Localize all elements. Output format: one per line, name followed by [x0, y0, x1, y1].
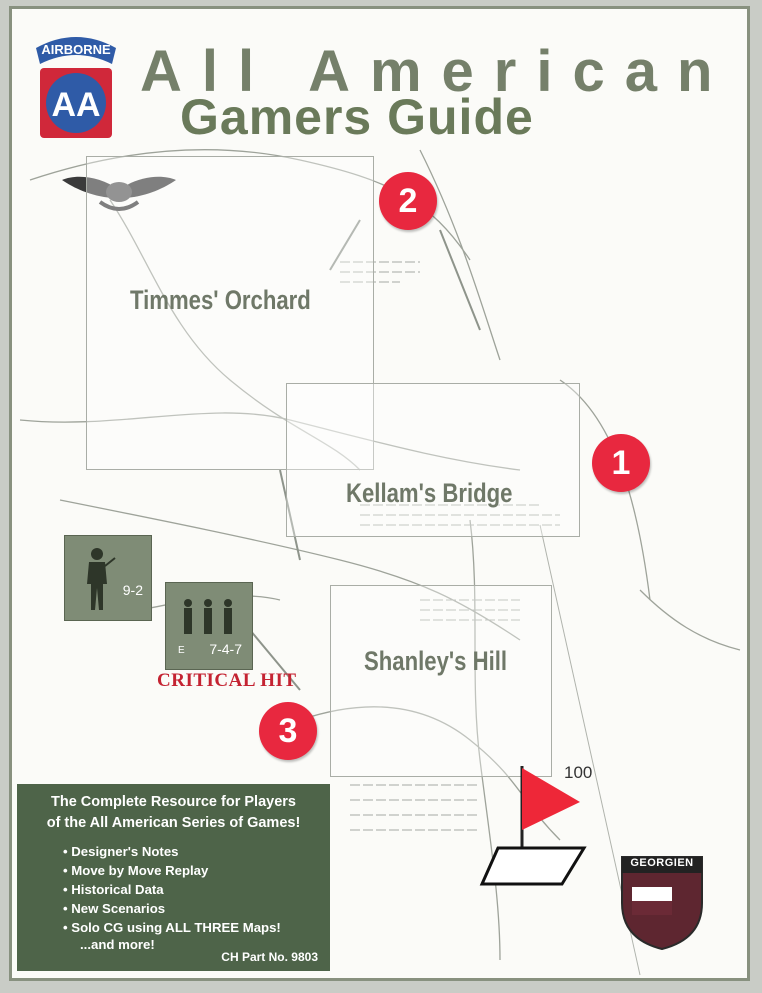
map-box-kellam	[286, 383, 580, 537]
map-label-timmes: Timmes' Orchard	[130, 285, 311, 315]
feature-item: • New Scenarios	[63, 901, 166, 916]
aa-monogram: AA	[51, 86, 101, 124]
counter-value: 9-2	[122, 582, 143, 598]
promo-box	[17, 784, 330, 971]
airborne-tab-text: AIRBORNE	[41, 42, 111, 57]
counter-value: 7-4-7	[209, 641, 242, 657]
cover-title-line1: All American	[140, 39, 733, 104]
airborne-82nd-patch-icon	[34, 30, 118, 140]
map-number-badge: 3	[259, 702, 317, 760]
promo-headline	[17, 792, 330, 834]
feature-item: • Designer's Notes	[63, 844, 179, 859]
critical-hit-logo: CRITICAL HIT	[157, 670, 297, 691]
map-label-shanley: Shanley's Hill	[364, 646, 508, 676]
georgien-shield-patch-icon	[620, 855, 704, 951]
feature-item: • Historical Data	[63, 882, 164, 897]
promo-headline-line2: of the All American Series of Games!	[46, 815, 301, 831]
promo-headline-line1: The Complete Resource for Players	[51, 794, 296, 810]
georgien-patch-text: GEORGIEN	[630, 857, 694, 869]
feature-item: • Move by Move Replay	[63, 863, 209, 878]
map-box-shanley	[330, 585, 552, 777]
squad-soldiers-icon	[178, 597, 238, 637]
map-number-badge: 2	[379, 172, 437, 230]
part-number: CH Part No. 9803	[221, 950, 318, 964]
game-counter-leader	[64, 535, 152, 621]
feature-item: • Solo CG using ALL THREE Maps!	[63, 920, 281, 935]
map-number-badge: 1	[592, 434, 650, 492]
game-counter-squad	[165, 582, 253, 670]
and-more-text: ...and more!	[80, 937, 155, 952]
counter-prefix: E	[178, 645, 185, 656]
map-label-kellam: Kellam's Bridge	[346, 478, 513, 508]
objective-value: 100	[564, 763, 593, 782]
feature-list	[63, 842, 281, 937]
cover-title-line2: Gamers Guide	[180, 89, 534, 145]
soldier-icon	[77, 544, 117, 614]
